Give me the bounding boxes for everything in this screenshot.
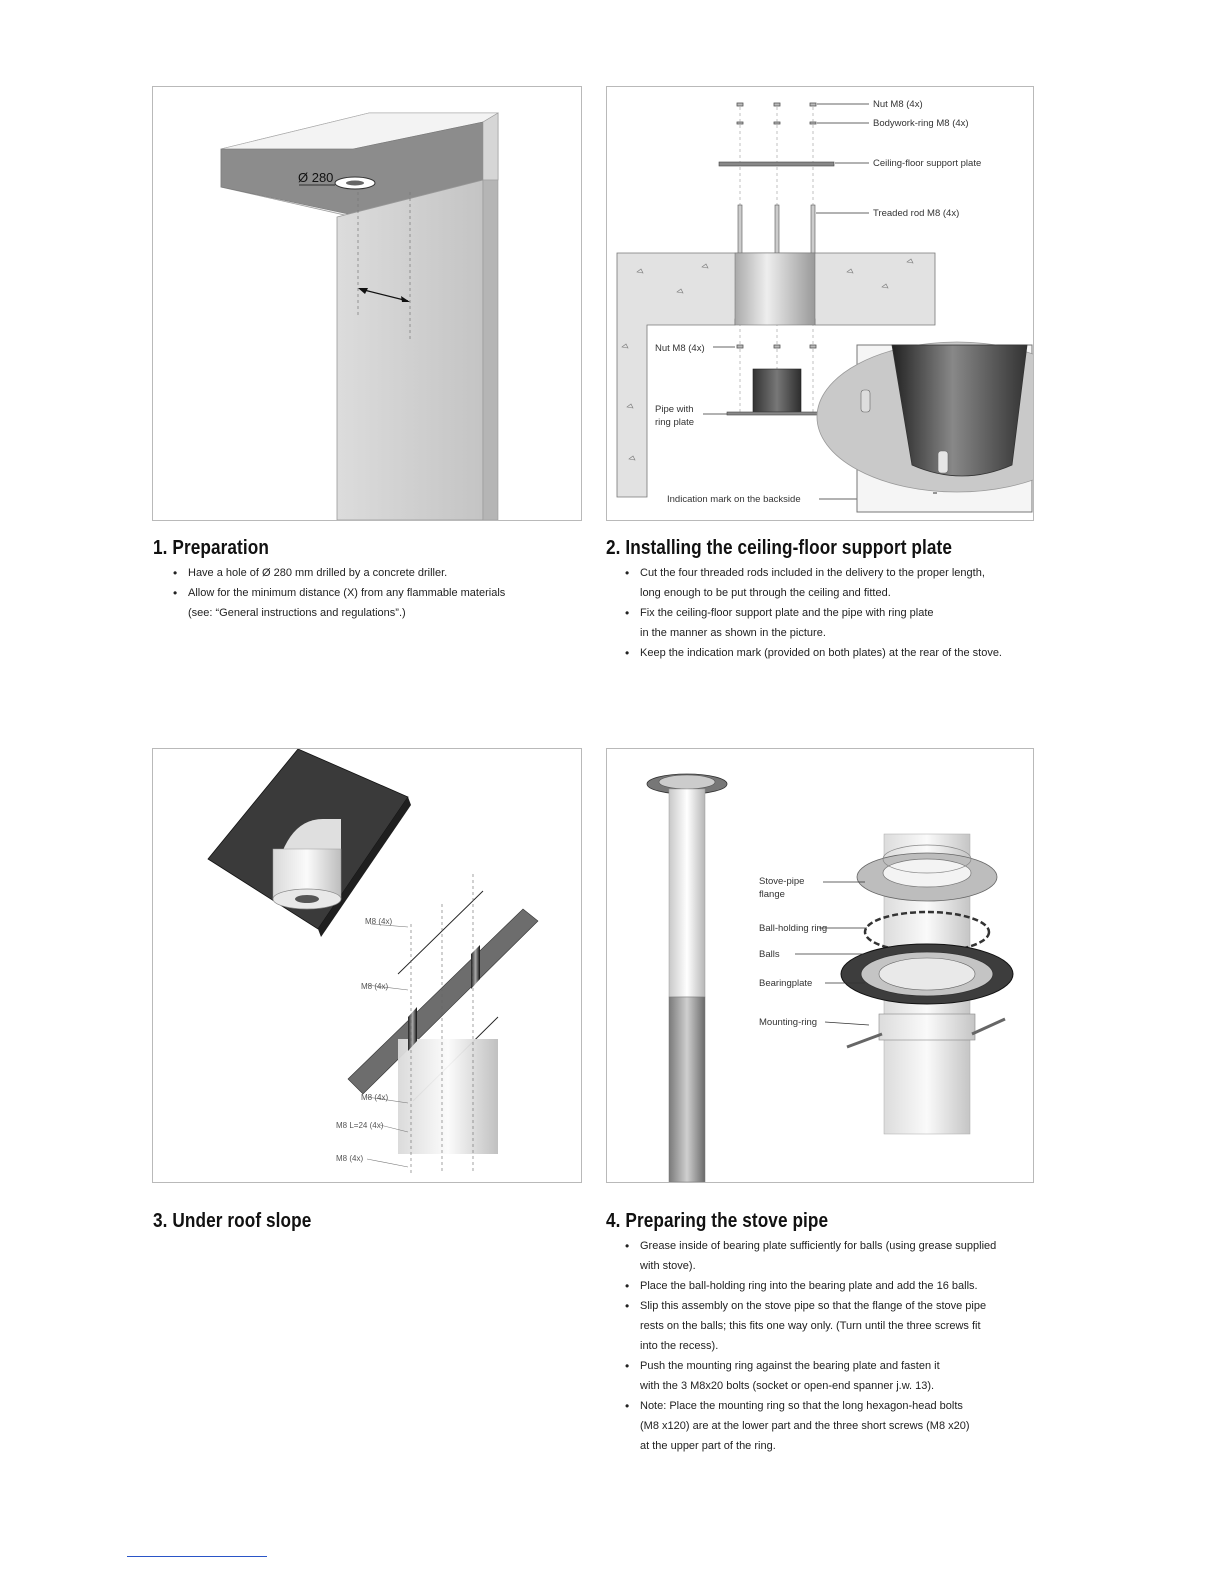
support-plate-illustration [607,87,1033,520]
label-balls: Balls [759,949,780,960]
bullet: • Slip this assembly on the stove pipe so that the flange of the stove pipe rests on the balls; this fits one way only. (Turn until the three screws fit into the recess). [625,1296,1045,1356]
bullet: • Cut the four threaded rods included in the delivery to the proper length, long enough to be put through the ceiling and fitted. [625,563,1045,603]
section-2-bullets [625,563,1045,663]
detail-inset [817,342,1033,512]
label-bearing-plate: Bearingplate [759,978,813,989]
hole-dimension-label: Ø 280 [298,170,334,185]
bullet: • Fix the ceiling-floor support plate and the pipe with ring plate in the manner as shown in the picture. [625,603,1045,643]
bullet: • Allow for the minimum distance (X) from any flammable materials (see: “General instructions and regulations”.) [173,583,593,623]
label-nut-top: Nut M8 (4x) [873,99,923,110]
figure-preparation [152,86,582,521]
label-m8-4: M8 (4x) [336,1154,364,1163]
stove-pipe-illustration [607,749,1033,1182]
section-4-bullets [625,1236,1045,1456]
label-ball-ring: Ball-holding ring [759,923,828,934]
section-4-title: 4. Preparing the stove pipe [606,1210,829,1232]
label-nut-bottom: Nut M8 (4x) [655,343,705,354]
label-indication-mark: Indication mark on the backside [667,494,801,505]
section-3-title: 3. Under roof slope [153,1210,312,1232]
bullet: • Keep the indication mark (provided on both plates) at the rear of the stove. [625,643,1045,663]
label-bodywork-ring: Bodywork-ring M8 (4x) [873,118,969,129]
figure-support-plate [606,86,1034,521]
figure-roof-slope [152,748,582,1183]
footer-rule [127,1556,267,1557]
section-1-title: 1. Preparation [153,537,269,559]
section-2-title: 2. Installing the ceiling-floor support plate [606,537,952,559]
label-support-plate: Ceiling-floor support plate [873,158,982,169]
bullet: • Have a hole of Ø 280 mm drilled by a concrete driller. [173,563,593,583]
label-pipe-line2: ring plate [655,417,695,428]
label-m8-3: M8 (4x) [361,1093,389,1102]
label-flange-line1: Stove-pipe [759,876,805,887]
label-pipe-line1: Pipe with [655,404,694,415]
label-m8-l24: M8 L=24 (4x) [336,1121,384,1130]
bullet: • Note: Place the mounting ring so that the long hexagon-head bolts (M8 x120) are at the lower part and the three short screws (M8 x20) at the upper part of the ring. [625,1396,1045,1456]
label-m8-1: M8 (4x) [365,917,393,926]
bullet: • Push the mounting ring against the bearing plate and fasten it with the 3 M8x20 bolts (socket or open-end spanner j.w. 13). [625,1356,1045,1396]
label-flange-line2: flange [759,889,785,900]
figure-stove-pipe [606,748,1034,1183]
roof-slope-illustration [153,749,581,1182]
label-m8-2: M8 (4x) [361,982,389,991]
label-mounting-ring: Mounting-ring [759,1017,818,1028]
bullet: • Place the ball-holding ring into the bearing plate and add the 16 balls. [625,1276,1045,1296]
bullet: • Grease inside of bearing plate sufficiently for balls (using grease supplied with stove). [625,1236,1045,1276]
section-1-bullets [173,563,593,623]
preparation-illustration [153,87,581,520]
label-threaded-rod: Treaded rod M8 (4x) [873,208,960,219]
